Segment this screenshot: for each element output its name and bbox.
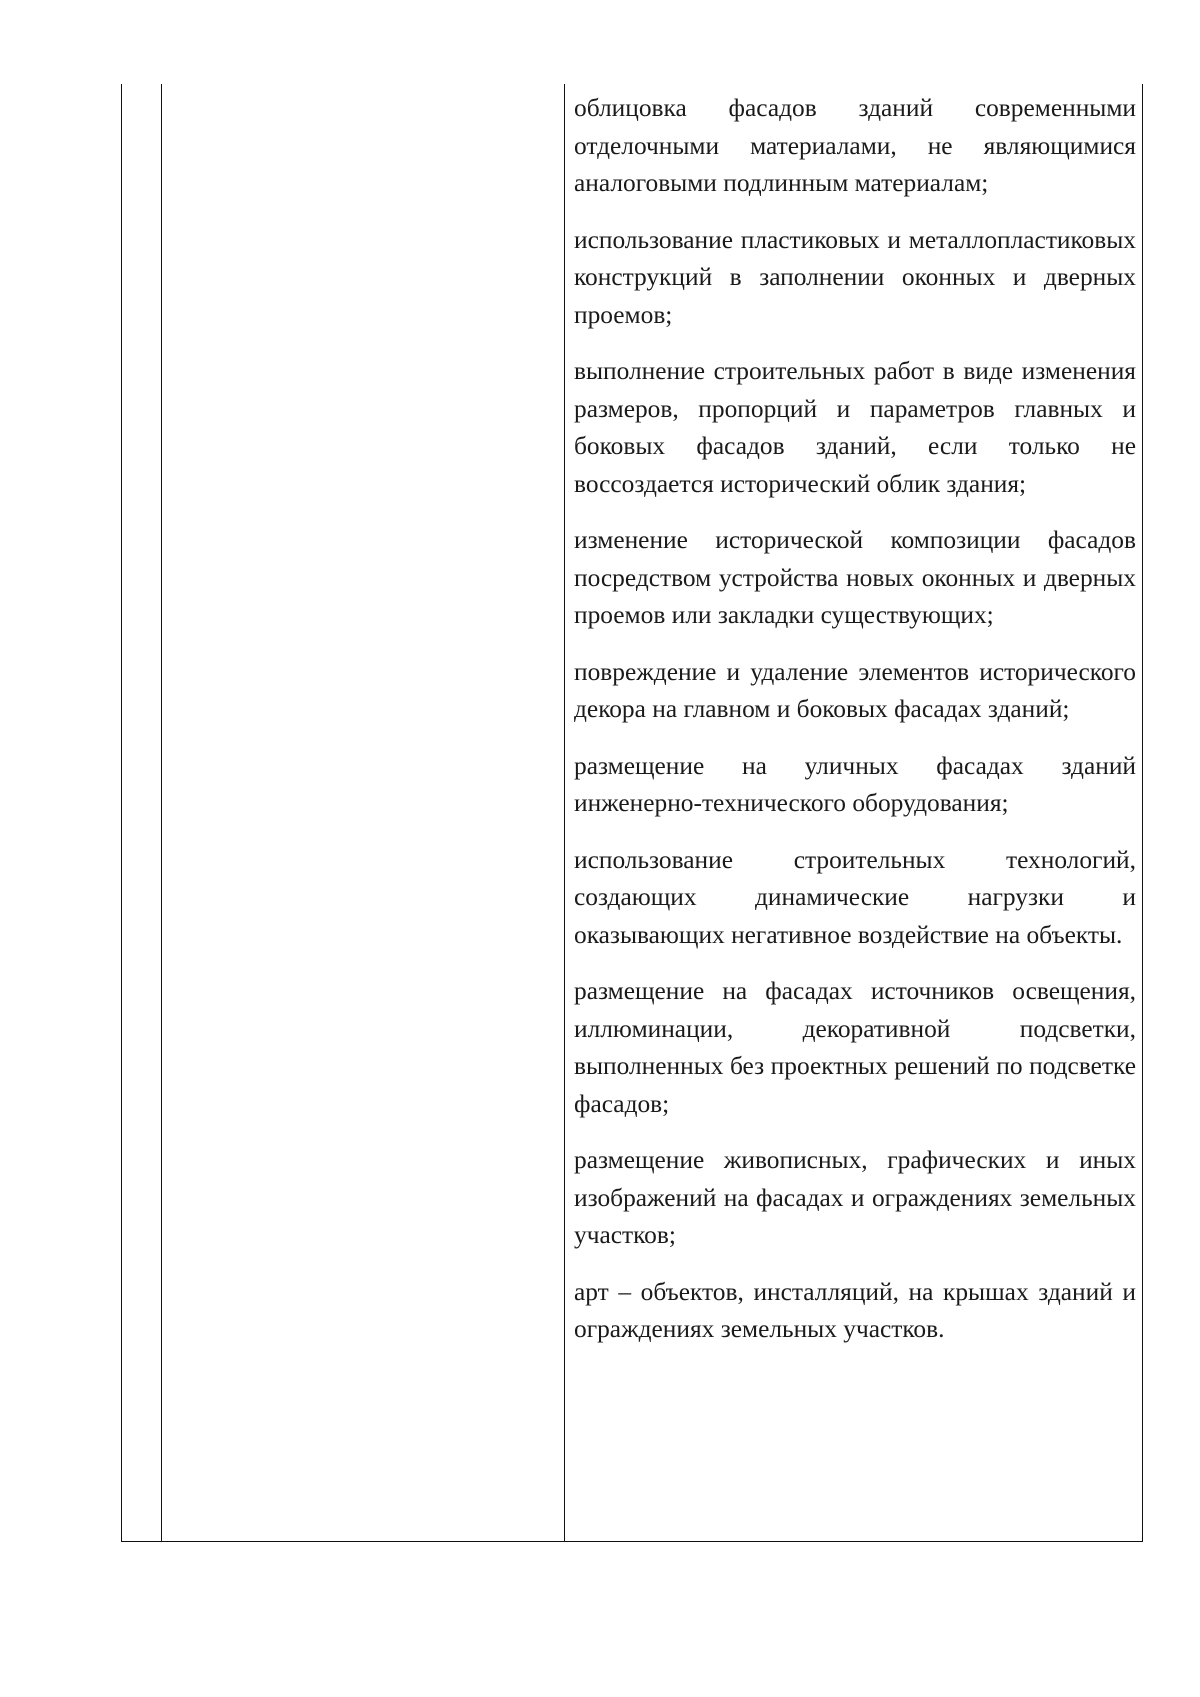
list-item: выполнение строительных работ в виде изменения размеров, пропорций и параметров главных и боковых фасадов зданий, если только не воссоздается исторический облик здания; [574,357,1136,498]
restrictions-column [570,84,1142,1368]
list-item: использование строительных технологий, создающих динамические нагрузки и оказывающих негативное воздействие на объекты. [574,845,1136,949]
list-item: облицовка фасадов зданий современными отделочными материалами, не являющимися аналоговыми подлинным материалам; [574,94,1136,197]
list-item: размещение на уличных фасадах зданий инженерно-технического оборудования; [574,751,1136,817]
list-item: размещение на фасадах источников освещения, иллюминации, декоративной подсветки, выполненных без проектных решений по подсветке фасадов; [574,977,1136,1118]
list-item: размещение живописных, графических и иных изображений на фасадах и ограждениях земельных участков; [574,1146,1136,1249]
column-divider-2 [564,84,565,1541]
list-item: использование пластиковых и металлопластиковых конструкций в заполнении оконных и дверных проемов; [574,225,1136,329]
list-item: изменение исторической композиции фасадов посредством устройства новых оконных и дверных проемов или закладки существующих; [574,526,1136,629]
list-item: арт – объектов, инсталляций, на крышах зданий и ограждениях земельных участков. [574,1277,1136,1343]
list-item: повреждение и удаление элементов исторического декора на главном и боковых фасадах зданий; [574,657,1136,723]
document-table [121,84,1143,1542]
column-divider-1 [161,84,162,1541]
